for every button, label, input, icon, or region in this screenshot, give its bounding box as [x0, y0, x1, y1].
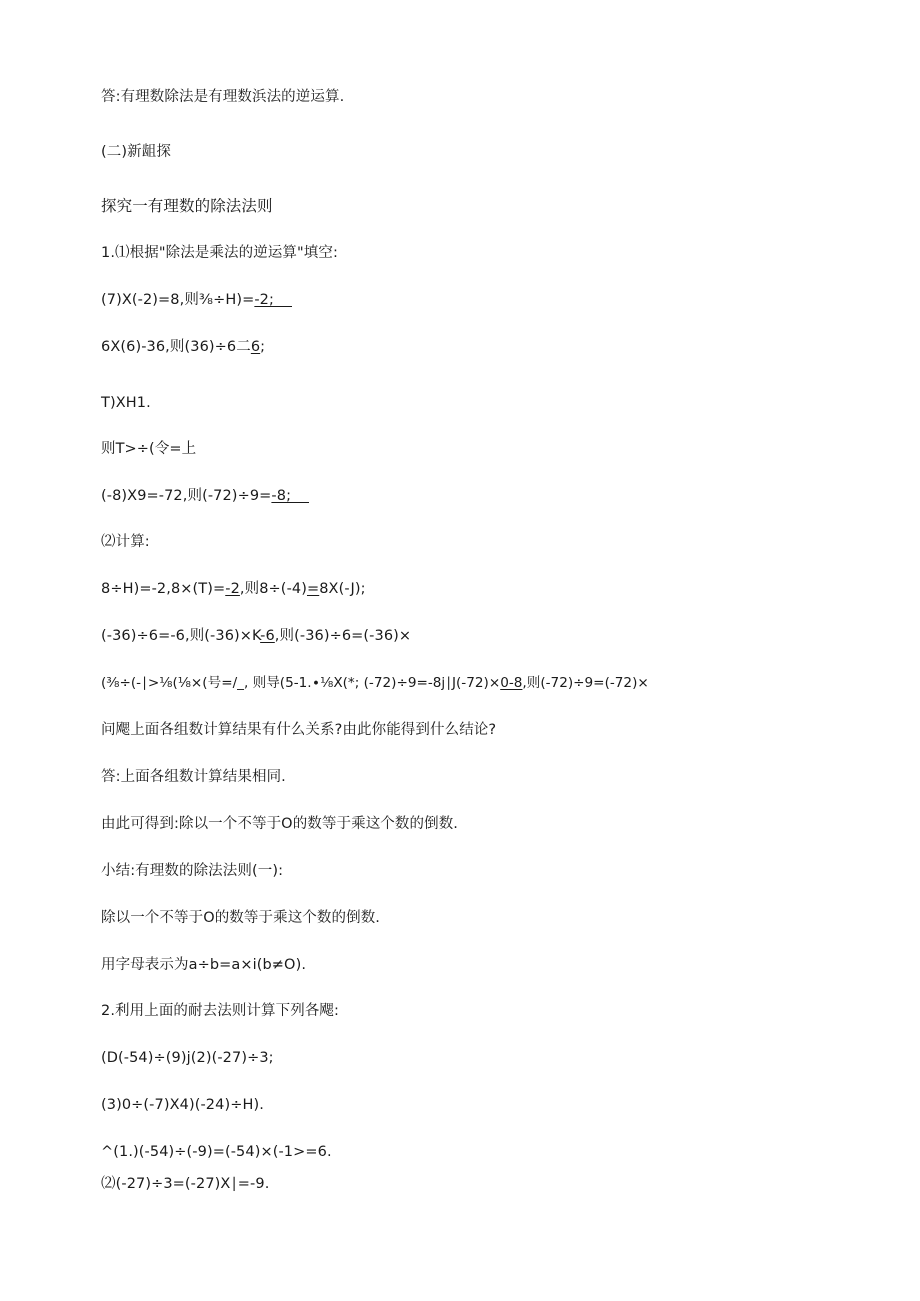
question-line: 问飔上面各组数计算结果有什么关系?由此你能得到什么结论? [101, 722, 497, 738]
solution-line-2: ⑵(-27)÷3=(-27)X∣=-9. [101, 1176, 270, 1192]
fill-line-1-text: (7)X(-2)=8,则⅜÷H)= [101, 292, 255, 308]
solution-line-1: ^(1.)(-54)÷(-9)=(-54)×(-1>=6. [101, 1144, 332, 1160]
question-1-intro: 1.⑴根据"除法是乘法的逆运算"填空: [101, 245, 338, 261]
fill-line-1 [101, 290, 292, 310]
calc-line-2-answer: -6 [260, 628, 275, 644]
fill-line-2-answer: 6 [250, 339, 261, 355]
fill-line-5-answer: -8; [271, 488, 292, 504]
calc-line-1 [101, 579, 366, 599]
calc-line-1-mid: ,则8÷(-4) [239, 581, 307, 597]
formula-line: 用字母表示为a÷b=a×i(b≠O). [101, 957, 307, 973]
summary-rule: 除以一个不等于O的数等于乘这个数的倒数. [101, 910, 381, 926]
question-2-intro: 2.利用上面的耐去法则计算下列各飔: [101, 1003, 340, 1019]
calc-line-1-tail: 8X(-J); [319, 581, 366, 597]
fill-line-3: T)XH1. [101, 395, 151, 411]
fill-line-2 [101, 337, 265, 357]
calc-line-1-answer-2: = [306, 581, 320, 597]
calc-line-2-tail: ,则(-36)÷6=(-36)× [274, 628, 412, 644]
fill-line-5 [101, 486, 309, 506]
exercise-line-1: (D(-54)÷(9)j(2)(-27)÷3; [101, 1050, 274, 1066]
fill-line-4: 则T>÷(令=上 [101, 441, 197, 457]
section-heading: (二)新龃探 [101, 144, 171, 160]
fill-line-5-blank [291, 488, 309, 503]
fill-line-2-text: 6X(6)-36,则(36)÷6二 [101, 339, 251, 355]
fill-line-1-answer: -2; [254, 292, 274, 308]
fill-line-5-text: (-8)X9=-72,则(-72)÷9= [101, 488, 272, 504]
answer-line-2: 答:上面各组数计算结果相同. [101, 769, 286, 785]
fill-line-1-blank [274, 292, 292, 307]
calc-line-3 [101, 673, 649, 693]
conclusion-line: 由此可得到:除以一个不等于O的数等于乘这个数的倒数. [101, 816, 459, 832]
fill-line-2-tail: ; [260, 339, 266, 355]
calc-line-2 [101, 626, 411, 646]
calc-line-3-tail: ,则(-72)÷9=(-72)× [522, 675, 649, 691]
calc-line-1-text: 8÷H)=-2,8×(T)= [101, 581, 226, 597]
summary-heading: 小结:有理数的除法法则(一): [101, 863, 284, 879]
calc-line-1-answer: -2 [225, 581, 240, 597]
calc-line-3-text: (⅜÷(-∣>⅛(⅛×(号=/_, 则导(5-1.∙⅛X(*; (-72)÷9=-8j∣J(-72)× [101, 675, 501, 691]
calc-line-2-text: (-36)÷6=-6,则(-36)×K [101, 628, 261, 644]
subsection-heading: 探究一有理数的除法法则 [101, 197, 273, 215]
calc-heading: ⑵计算: [101, 534, 150, 550]
answer-line: 答:有理数除法是有理数浜法的逆运算. [101, 89, 345, 105]
exercise-line-2: (3)0÷(-7)X4)(-24)÷H). [101, 1097, 264, 1113]
calc-line-3-answer: 0-8 [500, 675, 523, 691]
